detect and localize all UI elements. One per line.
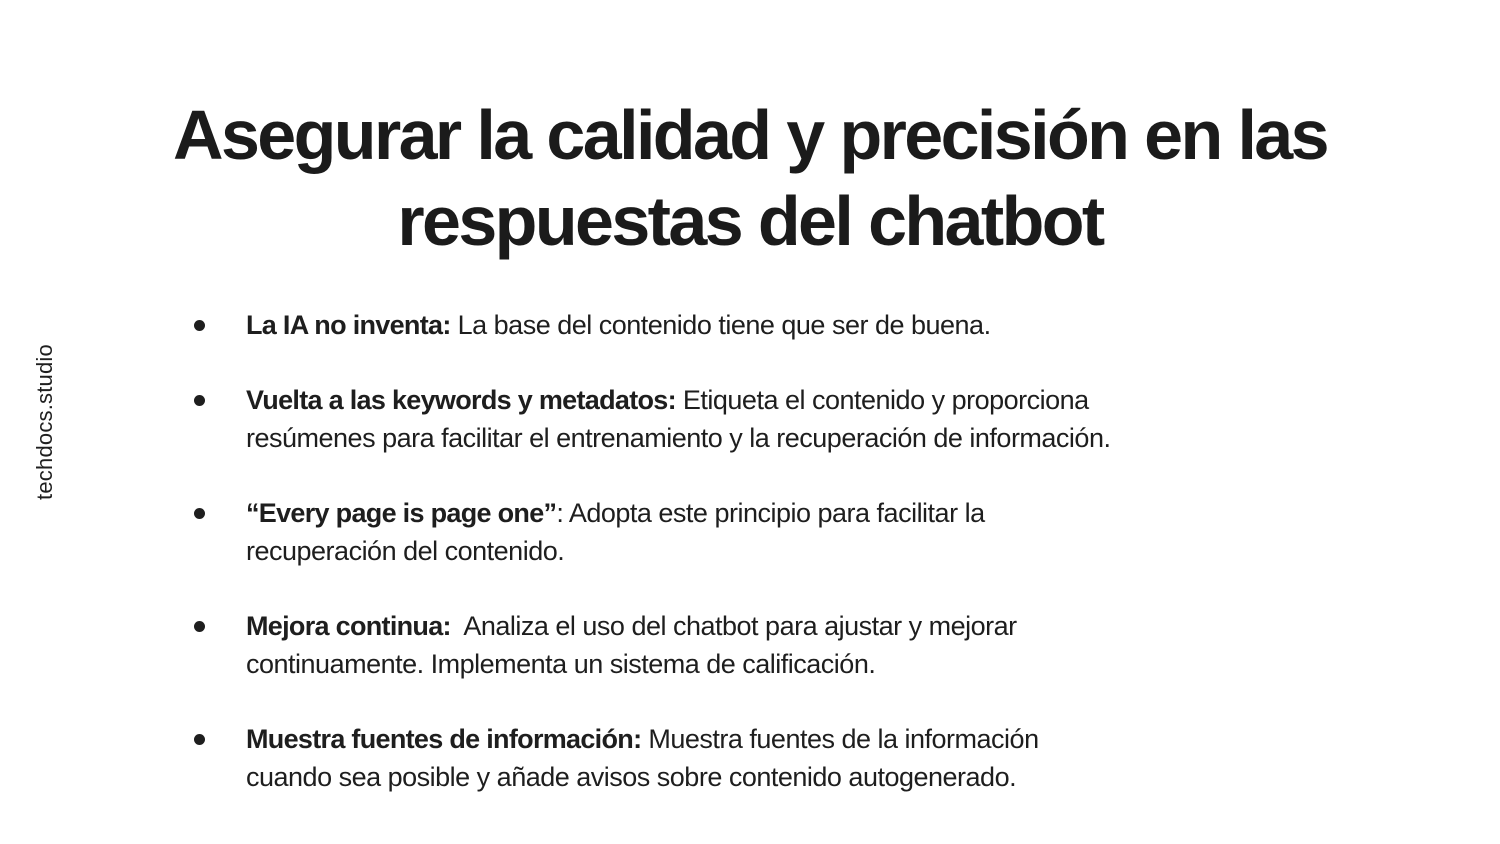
bullet-term: Muestra fuentes de información: (246, 724, 642, 754)
bullet-dot-icon (194, 734, 205, 745)
bullet-line-1 (246, 494, 1300, 532)
bullet-dot-icon (194, 621, 205, 632)
bullet-line-1 (246, 306, 1300, 344)
bullet-term: “Every page is page one” (246, 498, 557, 528)
bullet-item (190, 720, 1300, 796)
bullet-line-2: recuperación del contenido. (246, 536, 565, 566)
bullet-term: Vuelta a las keywords y metadatos: (246, 385, 676, 415)
bullet-item (190, 494, 1300, 570)
bullet-line-1 (246, 720, 1300, 758)
bullet-text: La base del contenido tiene que ser de buena. (450, 310, 991, 340)
brand-side-label: techdocs.studio (32, 344, 57, 500)
bullet-item (190, 306, 1300, 344)
bullet-term: Mejora continua: (246, 611, 451, 641)
bullet-dot-icon (194, 320, 205, 331)
bullet-item (190, 381, 1300, 457)
slide-title-line-1: Asegurar la calidad y precisión en las (173, 96, 1327, 174)
bullet-term: La IA no inventa: (246, 310, 451, 340)
bullet-line-1 (246, 381, 1300, 419)
bullet-text: : Adopta este principio para facilitar la (556, 498, 985, 528)
bullet-text: Etiqueta el contenido y proporciona (675, 385, 1089, 415)
slide-title (100, 92, 1400, 264)
bullet-line-2: cuando sea posible y añade avisos sobre contenido autogenerado. (246, 762, 1017, 792)
bullet-dot-icon (194, 395, 205, 406)
bullet-text: Muestra fuentes de la información (641, 724, 1039, 754)
slide-title-line-2: respuestas del chatbot (397, 182, 1103, 260)
bullet-text: Analiza el uso del chatbot para ajustar y mejorar (450, 611, 1017, 641)
bullet-list (190, 306, 1300, 796)
bullet-item (190, 607, 1300, 683)
bullet-dot-icon (194, 508, 205, 519)
bullet-line-2: resúmenes para facilitar el entrenamiento y la recuperación de información. (246, 423, 1111, 453)
bullet-line-1 (246, 607, 1300, 645)
bullet-line-2: continuamente. Implementa un sistema de calificación. (246, 649, 876, 679)
